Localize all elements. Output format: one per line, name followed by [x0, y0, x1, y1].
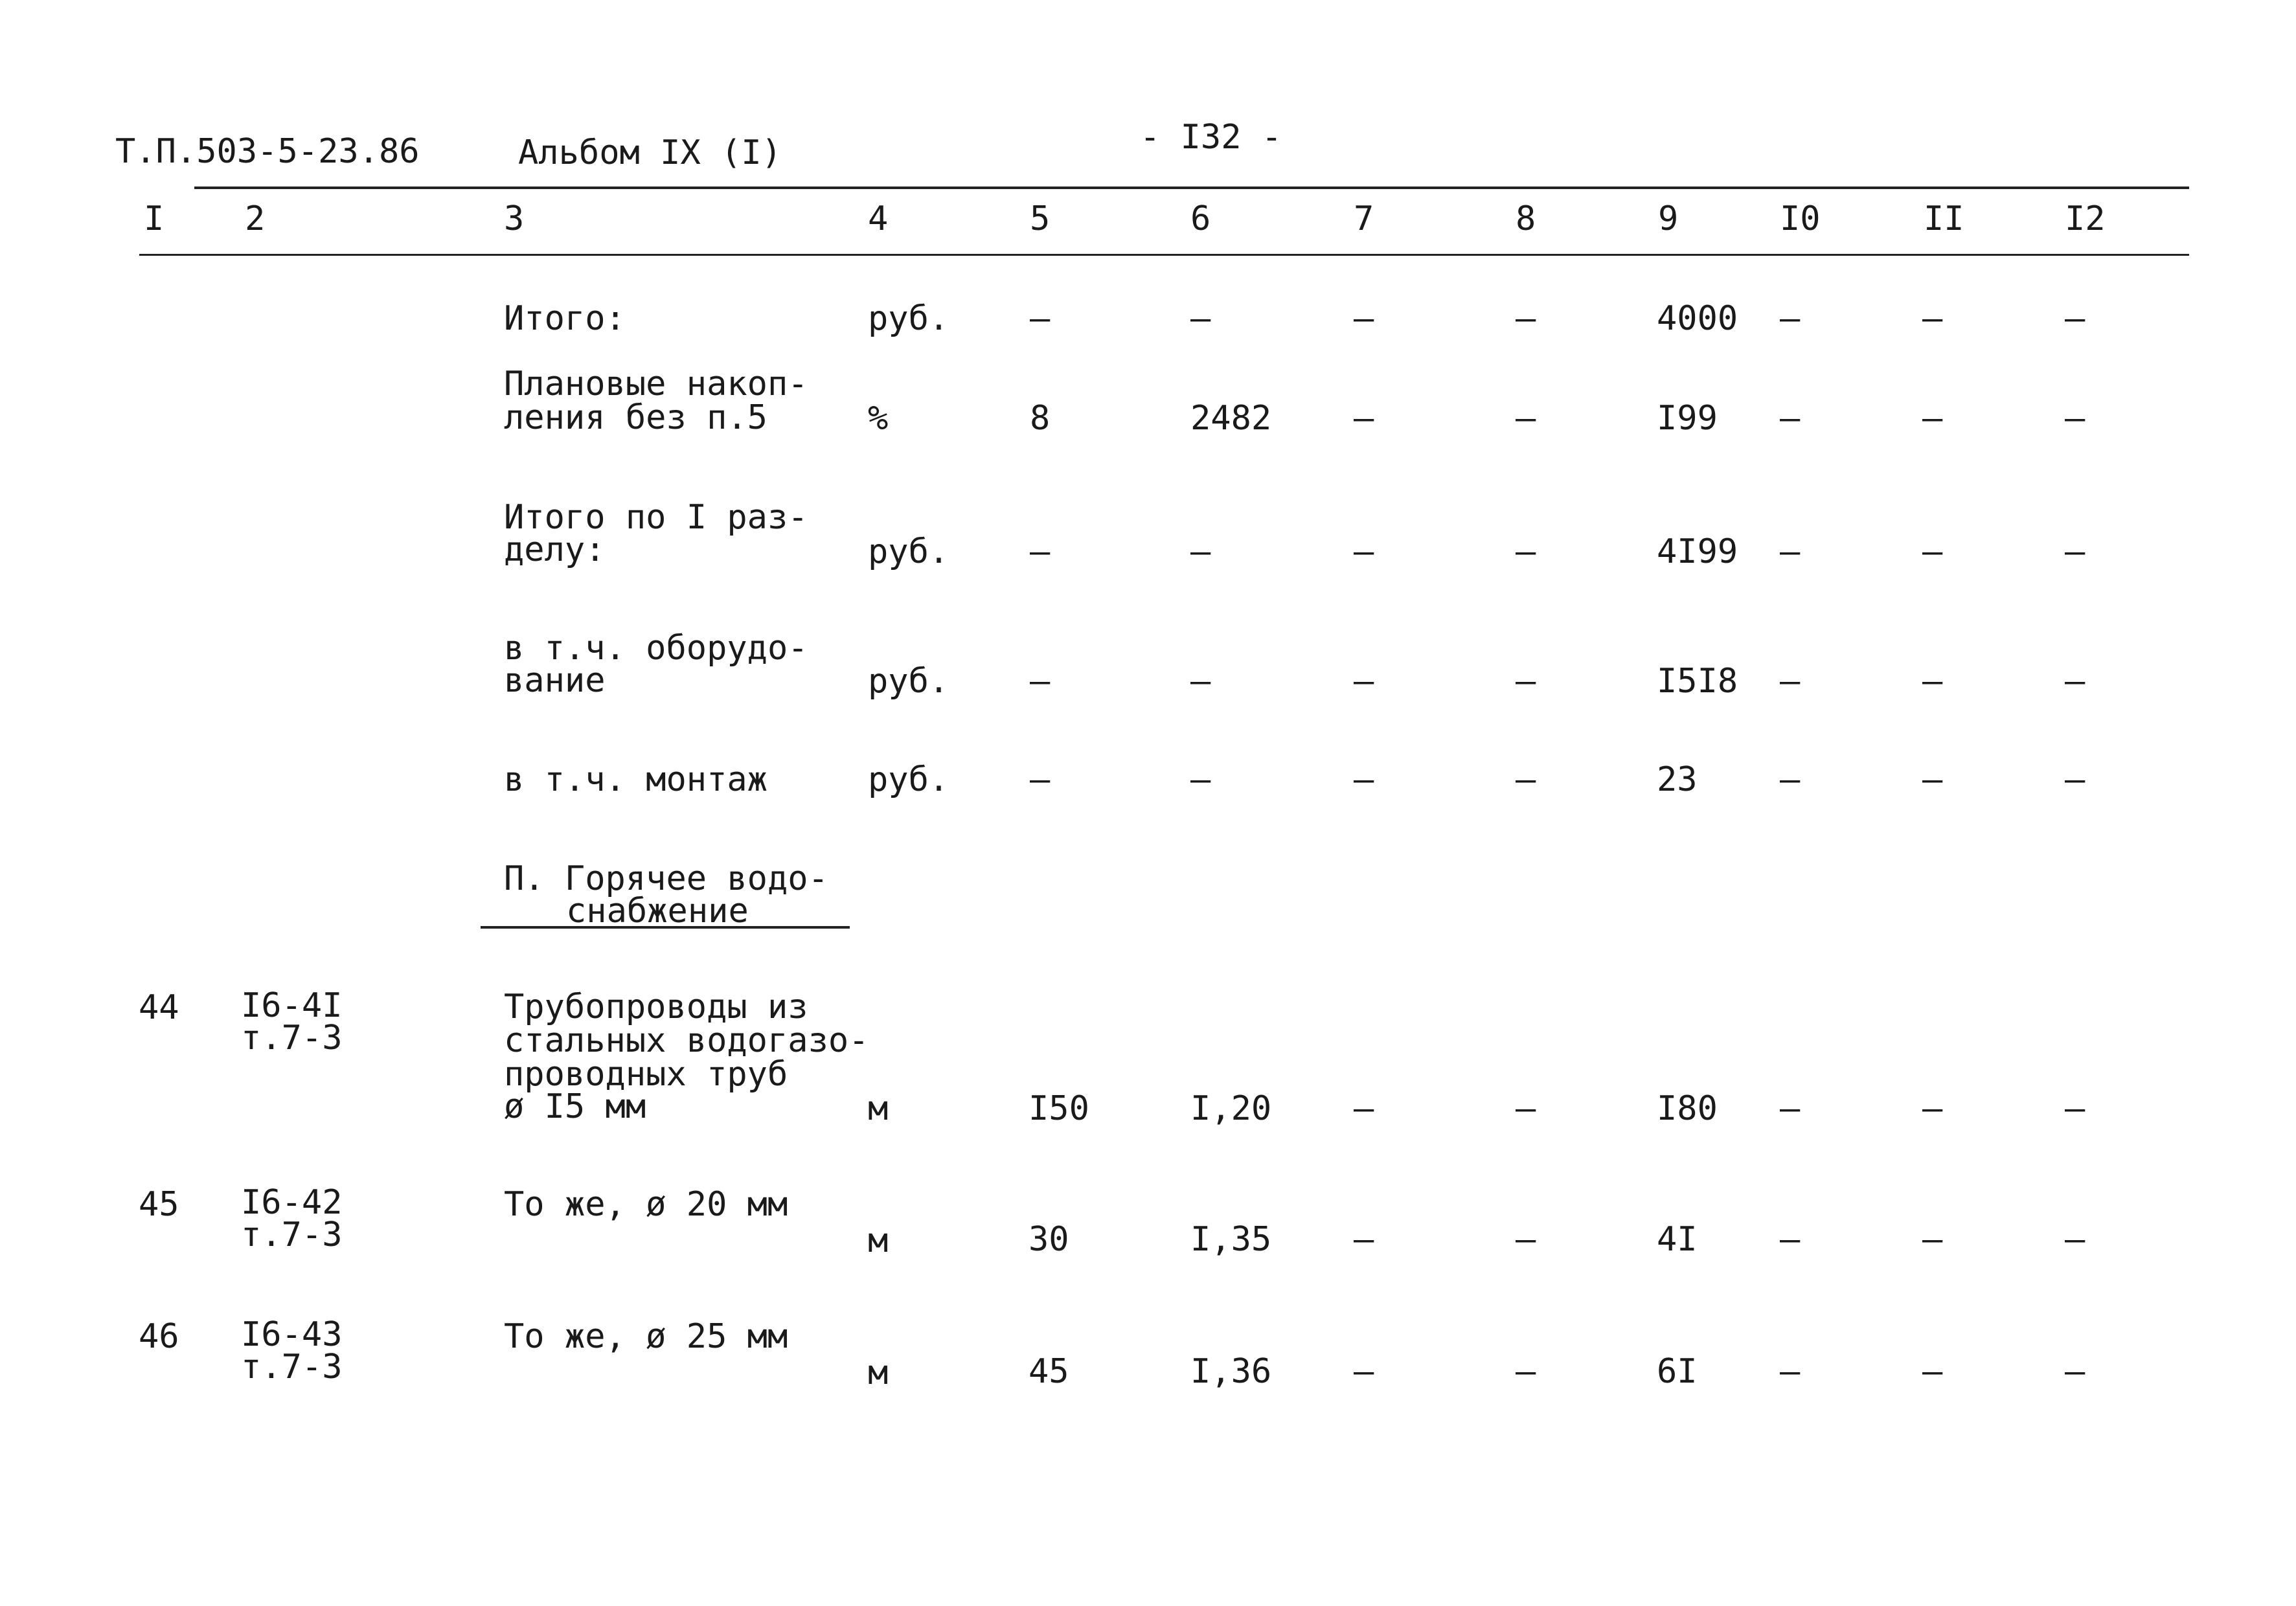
col8-cell: – [1516, 1089, 1536, 1128]
col10-cell: – [1780, 532, 1801, 571]
norm-code: I6-4I [241, 986, 343, 1025]
col9-cell: I80 [1657, 1089, 1718, 1128]
col6-cell: – [1190, 532, 1211, 571]
item-name-line: ления без п.5 [504, 398, 767, 437]
col7-cell: – [1354, 1352, 1374, 1391]
col6-cell: 2482 [1190, 399, 1272, 438]
col5-cell: – [1030, 760, 1051, 799]
norm-table: т.7-3 [241, 1348, 343, 1386]
col-header: 2 [245, 199, 266, 238]
col9-cell: I99 [1657, 399, 1718, 438]
col10-cell: – [1780, 662, 1801, 701]
col7-cell: – [1354, 532, 1374, 571]
row-number: 46 [139, 1317, 179, 1356]
norm-table: т.7-3 [241, 1019, 343, 1057]
section-heading-line: П. Горячее водо- [504, 859, 828, 898]
col9-cell: 6I [1657, 1352, 1698, 1391]
col8-cell: – [1516, 662, 1536, 701]
col-header: 9 [1658, 199, 1679, 238]
col8-cell: – [1516, 1352, 1536, 1391]
col-header: 4 [868, 199, 889, 238]
col9-cell: 4I [1657, 1220, 1698, 1259]
col-header: I0 [1780, 199, 1821, 238]
col6-cell: – [1190, 299, 1211, 338]
document-code: Т.П.503-5-23.86 [115, 132, 420, 171]
col11-cell: – [1922, 399, 1943, 438]
norm-code: I6-43 [241, 1315, 343, 1354]
item-name-line: проводных труб [504, 1055, 788, 1094]
unit-cell: руб. [868, 760, 949, 799]
col12-cell: – [2065, 1220, 2086, 1259]
col6-cell: – [1190, 760, 1211, 799]
col5-cell: – [1030, 299, 1051, 338]
col9-cell: I5I8 [1657, 662, 1738, 701]
col12-cell: – [2065, 1352, 2086, 1391]
col12-cell: – [2065, 760, 2086, 799]
col5-cell: I50 [1029, 1089, 1089, 1128]
col11-cell: – [1922, 760, 1943, 799]
unit-cell: м [868, 1221, 889, 1260]
col7-cell: – [1354, 760, 1374, 799]
item-name-line: ø I5 мм [504, 1087, 646, 1126]
col11-cell: – [1922, 1352, 1943, 1391]
col10-cell: – [1780, 1220, 1801, 1259]
col9-cell: 4000 [1657, 299, 1738, 338]
col7-cell: – [1354, 662, 1374, 701]
col-header: I [144, 199, 165, 238]
col-header: 7 [1354, 199, 1374, 238]
col5-cell: 30 [1029, 1220, 1069, 1259]
col6-cell: I,20 [1190, 1089, 1272, 1128]
col12-cell: – [2065, 399, 2086, 438]
row-number: 44 [139, 988, 179, 1027]
col11-cell: – [1922, 662, 1943, 701]
col-header: 8 [1516, 199, 1536, 238]
row-number: 45 [139, 1185, 179, 1224]
item-name-line: Плановые накоп- [504, 365, 808, 403]
col11-cell: – [1922, 299, 1943, 338]
item-name: в т.ч. монтаж [504, 760, 767, 799]
col5-cell: 45 [1029, 1352, 1069, 1391]
col10-cell: – [1780, 399, 1801, 438]
col-header: 5 [1030, 199, 1051, 238]
col11-cell: – [1922, 532, 1943, 571]
item-name-line: вание [504, 661, 606, 700]
header-bottom-rule [139, 254, 2189, 256]
col10-cell: – [1780, 299, 1801, 338]
col8-cell: – [1516, 399, 1536, 438]
item-name-line: Итого по I раз- [504, 498, 808, 537]
col6-cell: I,36 [1190, 1352, 1272, 1391]
unit-cell: % [868, 399, 889, 438]
col6-cell: I,35 [1190, 1220, 1272, 1259]
col12-cell: – [2065, 299, 2086, 338]
col8-cell: – [1516, 299, 1536, 338]
col10-cell: – [1780, 1352, 1801, 1391]
unit-cell: руб. [868, 532, 949, 571]
norm-code: I6-42 [241, 1183, 343, 1222]
norm-table: т.7-3 [241, 1216, 343, 1254]
col12-cell: – [2065, 1089, 2086, 1128]
col7-cell: – [1354, 299, 1374, 338]
col6-cell: – [1190, 662, 1211, 701]
col8-cell: – [1516, 1220, 1536, 1259]
unit-cell: руб. [868, 299, 949, 338]
col-header: 6 [1190, 199, 1211, 238]
col10-cell: – [1780, 760, 1801, 799]
item-name: Итого: [504, 299, 626, 338]
col-header: I2 [2065, 199, 2106, 238]
page-number: - I32 - [1140, 118, 1282, 157]
col5-cell: 8 [1030, 399, 1051, 438]
item-name-line: делу: [504, 530, 606, 569]
unit-cell: руб. [868, 662, 949, 701]
table-top-rule [194, 187, 2189, 189]
col12-cell: – [2065, 662, 2086, 701]
item-name-line: в т.ч. оборудо- [504, 629, 808, 668]
item-name: То же, ø 25 мм [504, 1317, 788, 1356]
col7-cell: – [1354, 1220, 1374, 1259]
item-name-line: Трубопроводы из [504, 988, 808, 1026]
col8-cell: – [1516, 532, 1536, 571]
unit-cell: м [868, 1089, 889, 1128]
col5-cell: – [1030, 532, 1051, 571]
col-header: II [1924, 199, 1964, 238]
col9-cell: 23 [1657, 760, 1698, 799]
col9-cell: 4I99 [1657, 532, 1738, 571]
unit-cell: м [868, 1353, 889, 1392]
col11-cell: – [1922, 1089, 1943, 1128]
col10-cell: – [1780, 1089, 1801, 1128]
col12-cell: – [2065, 532, 2086, 571]
col8-cell: – [1516, 760, 1536, 799]
col11-cell: – [1922, 1220, 1943, 1259]
item-name-line: стальных водогазо- [504, 1021, 869, 1060]
section-heading-line: снабжение [566, 892, 749, 931]
col5-cell: – [1030, 662, 1051, 701]
item-name: То же, ø 20 мм [504, 1185, 788, 1224]
col7-cell: – [1354, 1089, 1374, 1128]
section-underline [481, 926, 850, 929]
album-label: Альбом IX (I) [518, 133, 782, 172]
col7-cell: – [1354, 399, 1374, 438]
col-header: 3 [504, 199, 525, 238]
